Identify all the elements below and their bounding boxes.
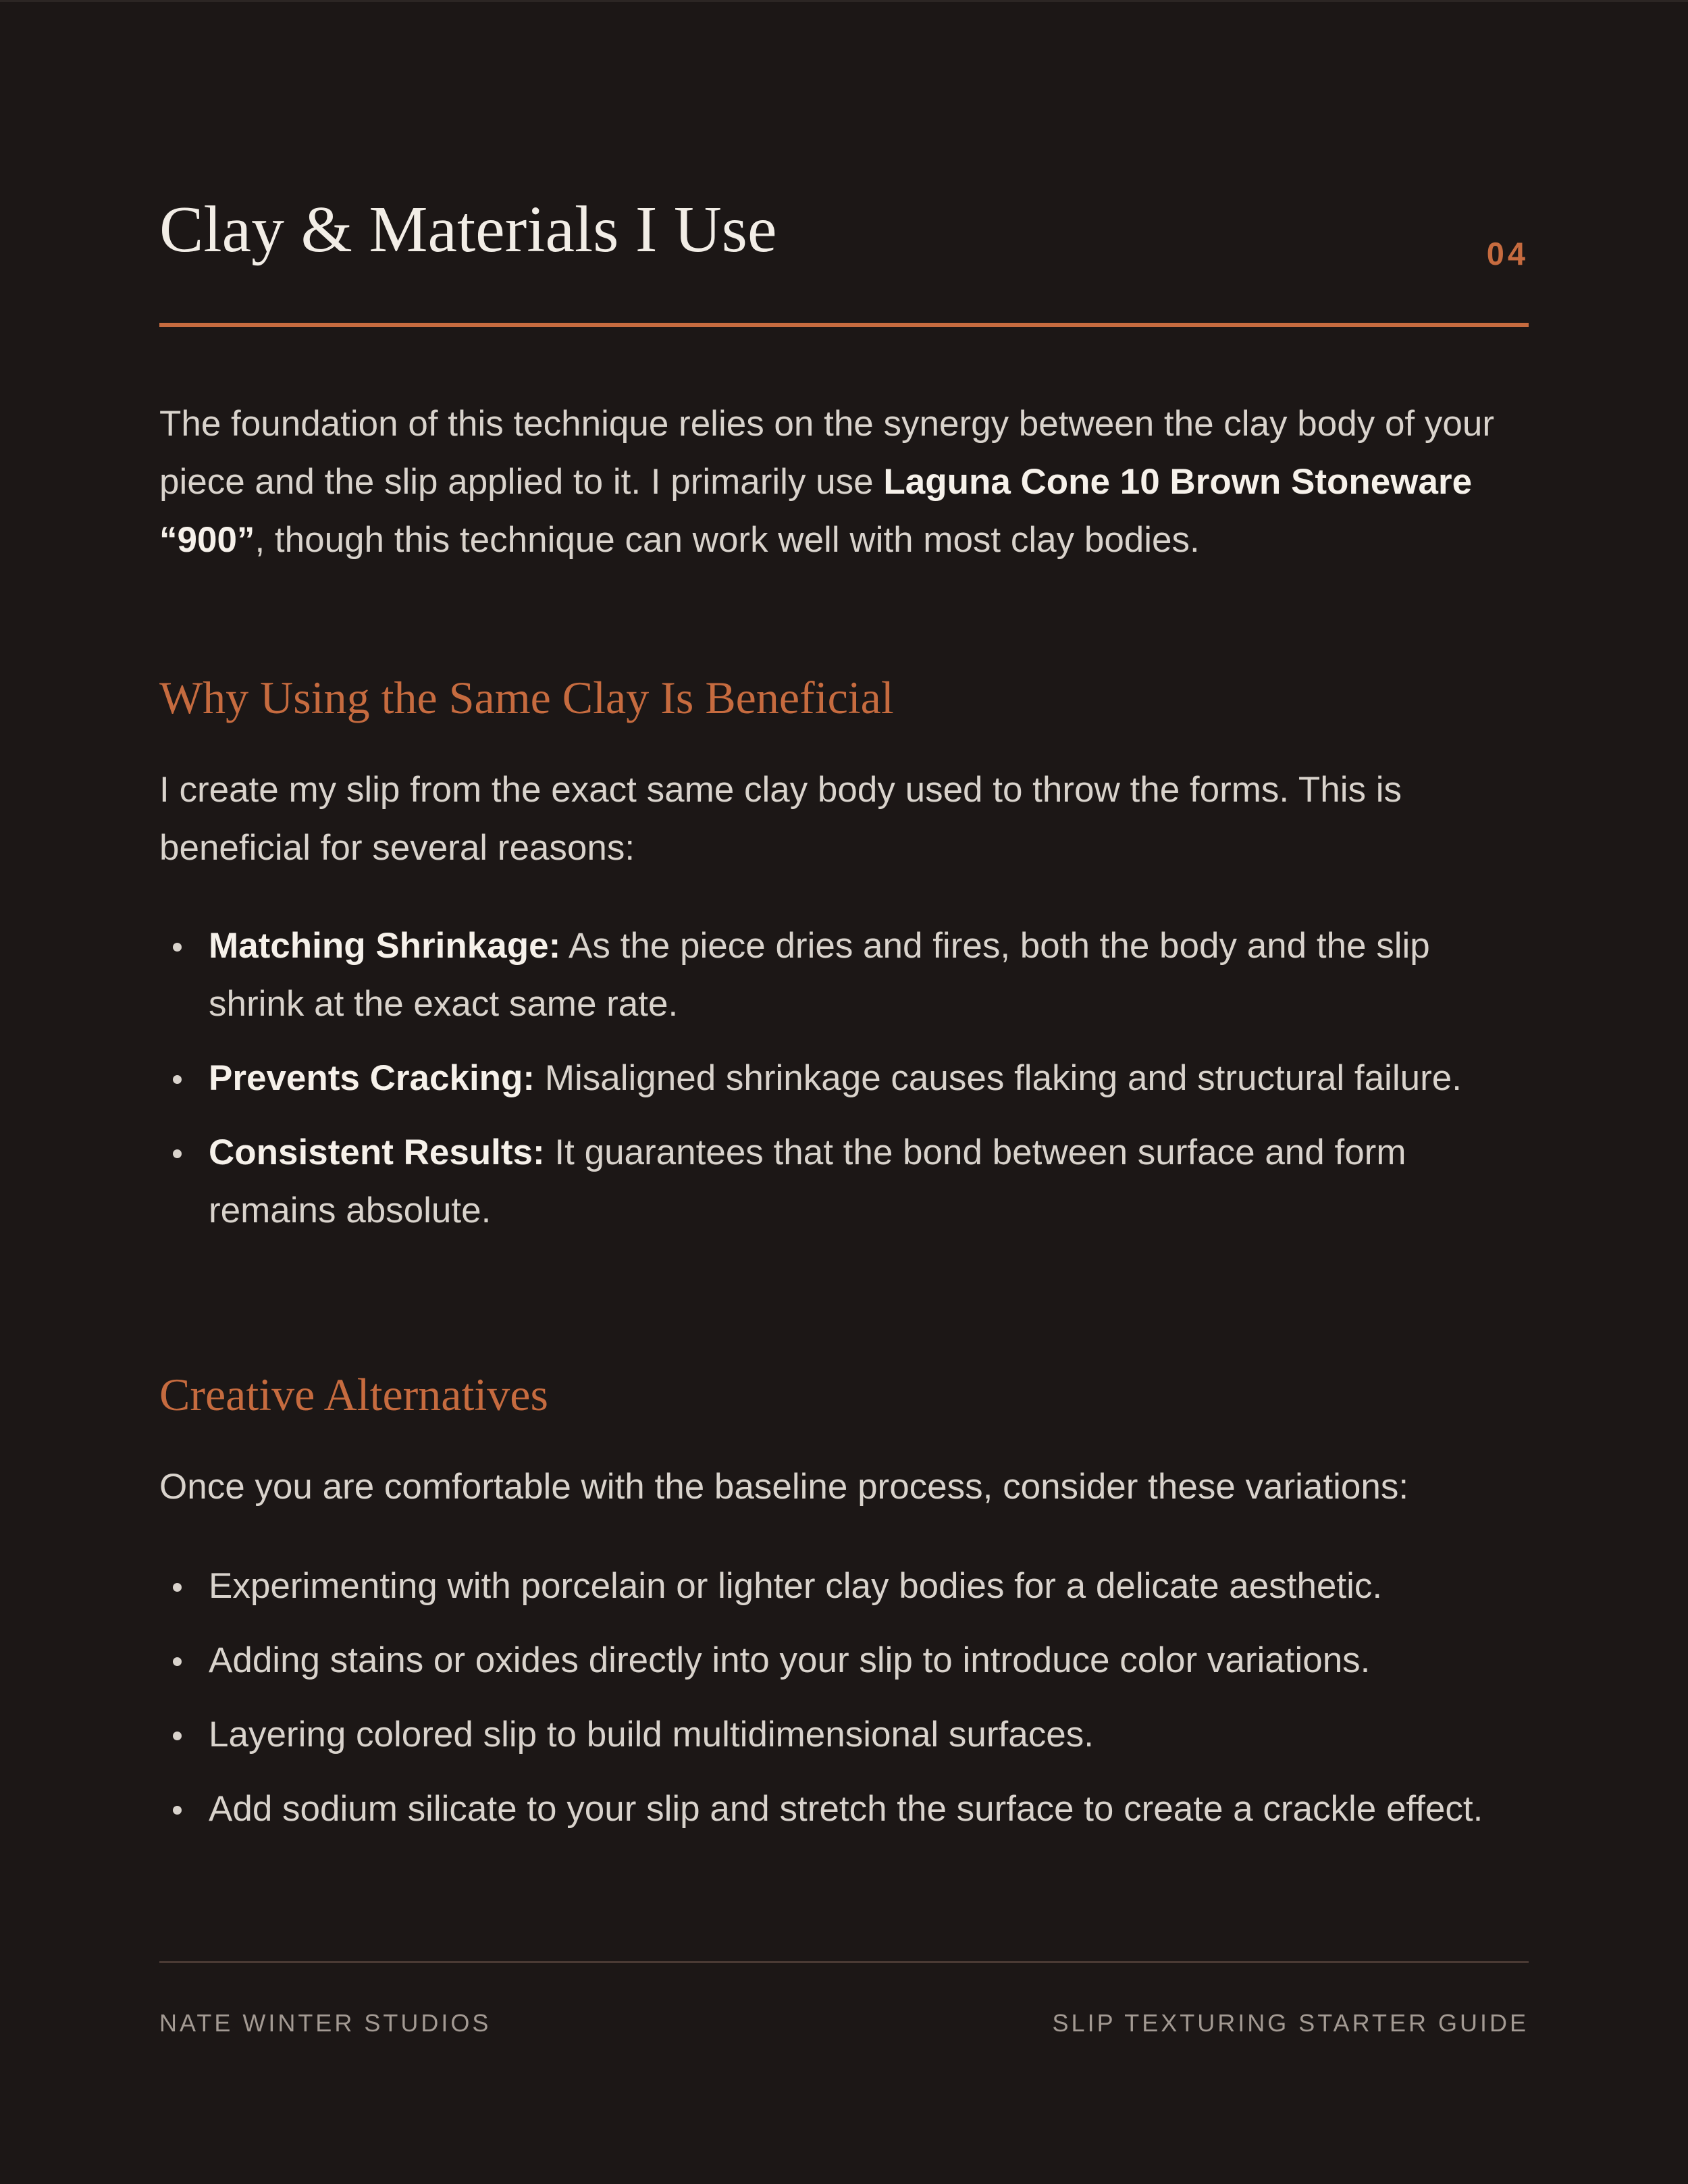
list-item-text: Misaligned shrinkage causes flaking and structural failure.	[535, 1058, 1462, 1098]
section-heading-why-same-clay: Why Using the Same Clay Is Beneficial	[159, 672, 894, 723]
title-divider	[159, 323, 1529, 327]
why-section-intro: I create my slip from the exact same clay body used to throw the forms. This is beneficial for several reasons:	[159, 770, 1402, 868]
page-top-edge	[0, 0, 1688, 2]
creative-section-intro: Once you are comfortable with the baseline process, consider these variations:	[159, 1467, 1409, 1507]
list-item	[159, 917, 1529, 1033]
intro-text-start: The foundation of this technique relies on the synergy between the clay body of your piece and the slip applied to it. I primarily use	[159, 404, 1494, 502]
clay-name: Laguna Cone 10 Brown Stoneware “900”	[159, 462, 1473, 560]
list-item-text: Adding stains or oxides directly into your slip to introduce color variations.	[209, 1640, 1371, 1680]
list-item-text: Add sodium silicate to your slip and stretch the surface to create a crackle effect.	[209, 1789, 1483, 1829]
bullet-icon	[173, 1657, 182, 1666]
list-item	[159, 1049, 1529, 1108]
list-item	[159, 1124, 1529, 1240]
list-item-label: Prevents Cracking:	[209, 1058, 535, 1098]
intro-paragraph	[159, 395, 1529, 569]
page-number: 04	[1486, 236, 1529, 271]
list-item-text: Layering colored slip to build multidimensional surfaces.	[209, 1715, 1094, 1754]
list-item	[159, 1557, 1529, 1615]
section-heading-creative-alternatives: Creative Alternatives	[159, 1369, 548, 1420]
bullet-icon	[173, 1732, 182, 1740]
list-item-text: It guarantees that the bond between surface and form remains absolute.	[209, 1133, 1406, 1230]
benefits-list	[159, 917, 1529, 1256]
page-header	[159, 189, 1529, 270]
list-item	[159, 1780, 1529, 1838]
footer-guide-title: SLIP TEXTURING STARTER GUIDE	[1052, 2009, 1529, 2037]
list-item	[159, 1706, 1529, 1764]
variations-list	[159, 1557, 1529, 1854]
footer-divider	[159, 1961, 1529, 1963]
list-item	[159, 1632, 1529, 1690]
footer-studio-name: NATE WINTER STUDIOS	[159, 2009, 492, 2037]
bullet-icon	[173, 1806, 182, 1815]
list-item-label: Consistent Results:	[209, 1133, 545, 1172]
intro-text-end: , though this technique can work well with most clay bodies.	[255, 520, 1200, 560]
bullet-icon	[173, 1075, 182, 1084]
list-item-label: Matching Shrinkage:	[209, 926, 561, 966]
bullet-icon	[173, 1583, 182, 1592]
list-item-text: Experimenting with porcelain or lighter clay bodies for a delicate aesthetic.	[209, 1566, 1383, 1606]
page-title: Clay & Materials I Use	[159, 193, 777, 266]
list-item-text: As the piece dries and fires, both the body and the slip shrink at the exact same rate.	[209, 926, 1430, 1024]
bullet-icon	[173, 1149, 182, 1158]
bullet-icon	[173, 943, 182, 952]
